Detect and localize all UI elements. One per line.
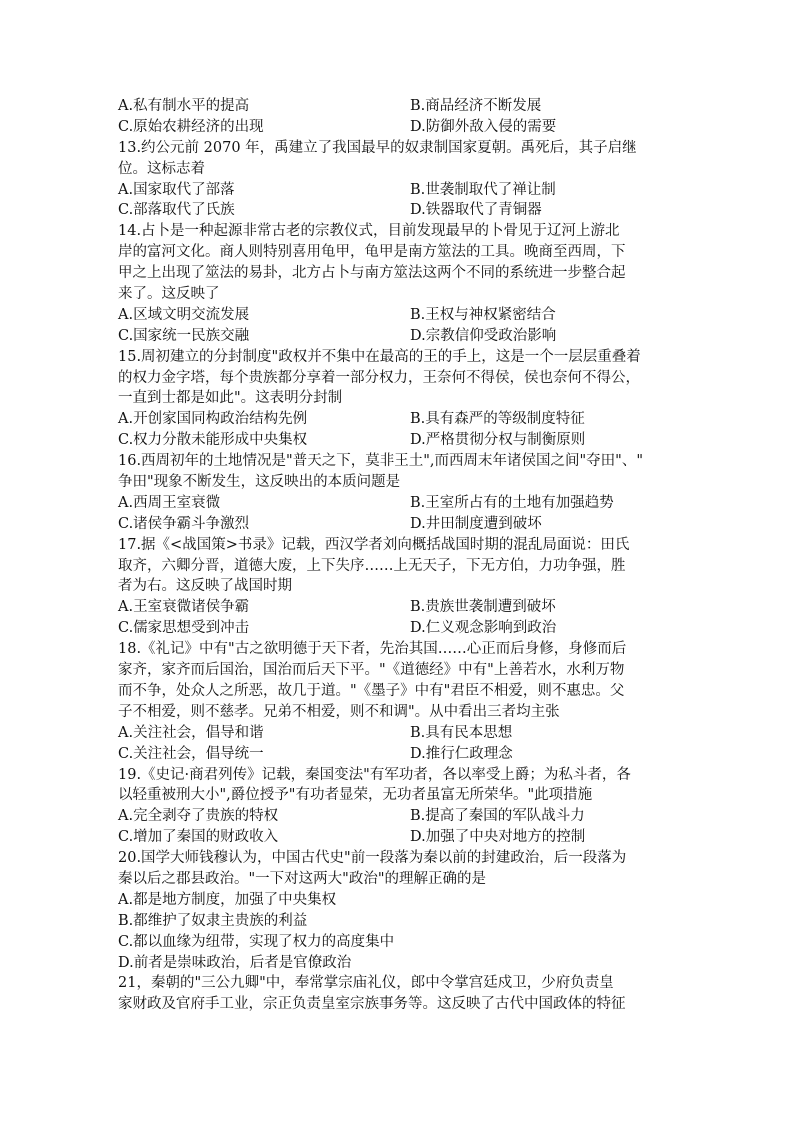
text-line: 21，秦朝的"三公九卿"中，奉常掌宗庙礼仪，郎中令掌宫廷戍卫，少府负责皇	[118, 975, 614, 992]
option-row	[118, 305, 678, 326]
text-line: A.都是地方制度，加强了中央集权	[118, 891, 337, 908]
text-line: 14.占卜是一种起源非常古老的宗教仪式，目前发现最早的卜骨见于辽河上游北	[118, 223, 620, 240]
option-right: D.推行仁政理念	[410, 745, 513, 762]
text-line: D.前者是崇味政治，后者是官僚政治	[118, 954, 352, 971]
option-row	[118, 723, 678, 744]
text-line: 15.周初建立的分封制度"政权并不集中在最高的王的手上，这是一个一层层重叠着	[118, 348, 641, 365]
text-line: 甲之上出现了筮法的易卦，北方占卜与南方筮法这两个不同的系统进一步整合起	[118, 265, 626, 282]
text-line: 19.《史记·商君列传》记载，秦国变法"有军功者，各以率受上爵；为私斗者，各	[118, 766, 631, 783]
option-left: C.国家统一民族交融	[118, 327, 250, 344]
option-row	[118, 514, 678, 535]
text-line: 者为右。这反映了战国时期	[118, 578, 292, 595]
question-list	[118, 96, 678, 1015]
option-right: D.防御外敌入侵的需要	[410, 118, 557, 135]
text-line: 以轻重被刑大小",爵位授予"有功者显荣，无功者虽富无所荣华。"此项措施	[118, 787, 593, 804]
option-row	[118, 806, 678, 827]
text-line: 13.约公元前 2070 年，禹建立了我国最早的奴隶制国家夏朝。禹死后，其子启继	[118, 139, 637, 156]
option-right: B.具有森严的等级制度特征	[410, 411, 585, 428]
text-line: 的权力金字塔，每个贵族都分享着一部分权力，王奈何不得侯，侯也奈何不得公，	[118, 369, 640, 386]
option-left: A.私有制水平的提高	[118, 98, 250, 114]
text-line: 取齐，六卿分晋，道德大废，上下失序……上无天子，下无方伯，力功争强，胜	[118, 557, 626, 574]
option-row	[118, 409, 678, 430]
option-right: D.加强了中央对地方的控制	[410, 829, 586, 846]
option-left: C.诸侯争霸斗争激烈	[118, 515, 250, 532]
option-right: B.提高了秦国的军队战斗力	[410, 808, 585, 825]
text-line: 16.西周初年的土地情况是"普天之下，莫非王土",而西周末年诸侯国之间"夺田"、"	[118, 453, 644, 470]
option-left: A.王室衰微诸侯争霸	[118, 599, 250, 616]
text-line: C.都以血缘为纽带，实现了权力的高度集中	[118, 933, 395, 950]
option-row	[118, 96, 678, 117]
option-left: C.儒家思想受到冲击	[118, 620, 250, 637]
option-right: B.王室所占有的土地有加强趋势	[410, 494, 614, 511]
text-line: 家财政及官府手工业，宗正负责皇室宗族事务等。这反映了古代中国政体的特征	[118, 996, 626, 1013]
option-left: C.关注社会，倡导统一	[118, 745, 264, 762]
option-left: A.完全剥夺了贵族的特权	[118, 808, 279, 825]
text-line: 子不相爱，则不慈孝。兄弟不相爱，则不和调"。从中看出三者均主张	[118, 703, 560, 720]
option-row	[118, 827, 678, 848]
option-right: B.具有民本思想	[410, 724, 513, 741]
option-right: D.井田制度遭到破坏	[410, 515, 542, 532]
option-right: D.严格贯彻分权与制衡原则	[410, 432, 586, 449]
option-right: D.仁义观念影响到政治	[410, 620, 557, 637]
option-row	[118, 597, 678, 618]
text-line: B.都维护了奴隶主贵族的利益	[118, 912, 308, 929]
text-line: 20.国学大师钱穆认为，中国古代史"前一段落为秦以前的封建政治，后一段落为	[118, 850, 627, 867]
option-left: A.国家取代了部落	[118, 181, 235, 198]
option-left: C.部落取代了氏族	[118, 202, 235, 219]
text-line: 而不争，处众人之所恶，故几于道。"《墨子》中有"君臣不相爱，则不惠忠。父	[118, 682, 625, 699]
text-line: 18.《礼记》中有"古之欲明德于天下者，先治其国……心正而后身修，身修而后	[118, 641, 627, 658]
option-row	[118, 744, 678, 765]
option-right: B.商品经济不断发展	[410, 98, 542, 114]
option-row	[118, 200, 678, 221]
option-left: C.增加了秦国的财政收入	[118, 829, 279, 846]
option-left: C.权力分散未能形成中央集权	[118, 432, 308, 449]
option-left: A.区域文明交流发展	[118, 306, 250, 323]
text-line: 一直到士都是如此"。这表明分封制	[118, 390, 343, 407]
option-row	[118, 493, 678, 514]
text-line: 来了。这反映了	[118, 286, 220, 303]
option-row	[118, 117, 678, 138]
option-left: A.关注社会，倡导和谐	[118, 724, 264, 741]
option-row	[118, 618, 678, 639]
option-right: D.宗教信仰受政治影响	[410, 327, 557, 344]
text-line: 争田"现象不断发生，这反映出的本质问题是	[118, 474, 401, 491]
option-row	[118, 326, 678, 347]
option-left: A.西周王室衰微	[118, 494, 221, 511]
option-right: D.铁器取代了青铜器	[410, 202, 542, 219]
text-line: 岸的富河文化。商人则特别喜用龟甲，龟甲是南方筮法的工具。晚商至西周，下	[118, 244, 626, 261]
option-left: A.开创家国同构政治结构先例	[118, 411, 308, 428]
text-line: 秦以后之郡县政治。"一下对这两大"政治"的理解正确的是	[118, 870, 487, 887]
option-row	[118, 430, 678, 451]
text-line: 位。这标志着	[118, 160, 205, 177]
text-line: 家齐，家齐而后国治，国治而后天下平。"《道德经》中有"上善若水，水利万物	[118, 662, 625, 679]
option-left: C.原始农耕经济的出现	[118, 118, 264, 135]
option-right: B.王权与神权紧密结合	[410, 306, 556, 323]
option-right: B.世袭制取代了禅让制	[410, 181, 556, 198]
option-right: B.贵族世袭制遭到破坏	[410, 599, 556, 616]
text-line: 17.据《<战国策>书录》记载，西汉学者刘向概括战国时期的混乱局面说：田氏	[118, 536, 630, 553]
option-row	[118, 180, 678, 201]
